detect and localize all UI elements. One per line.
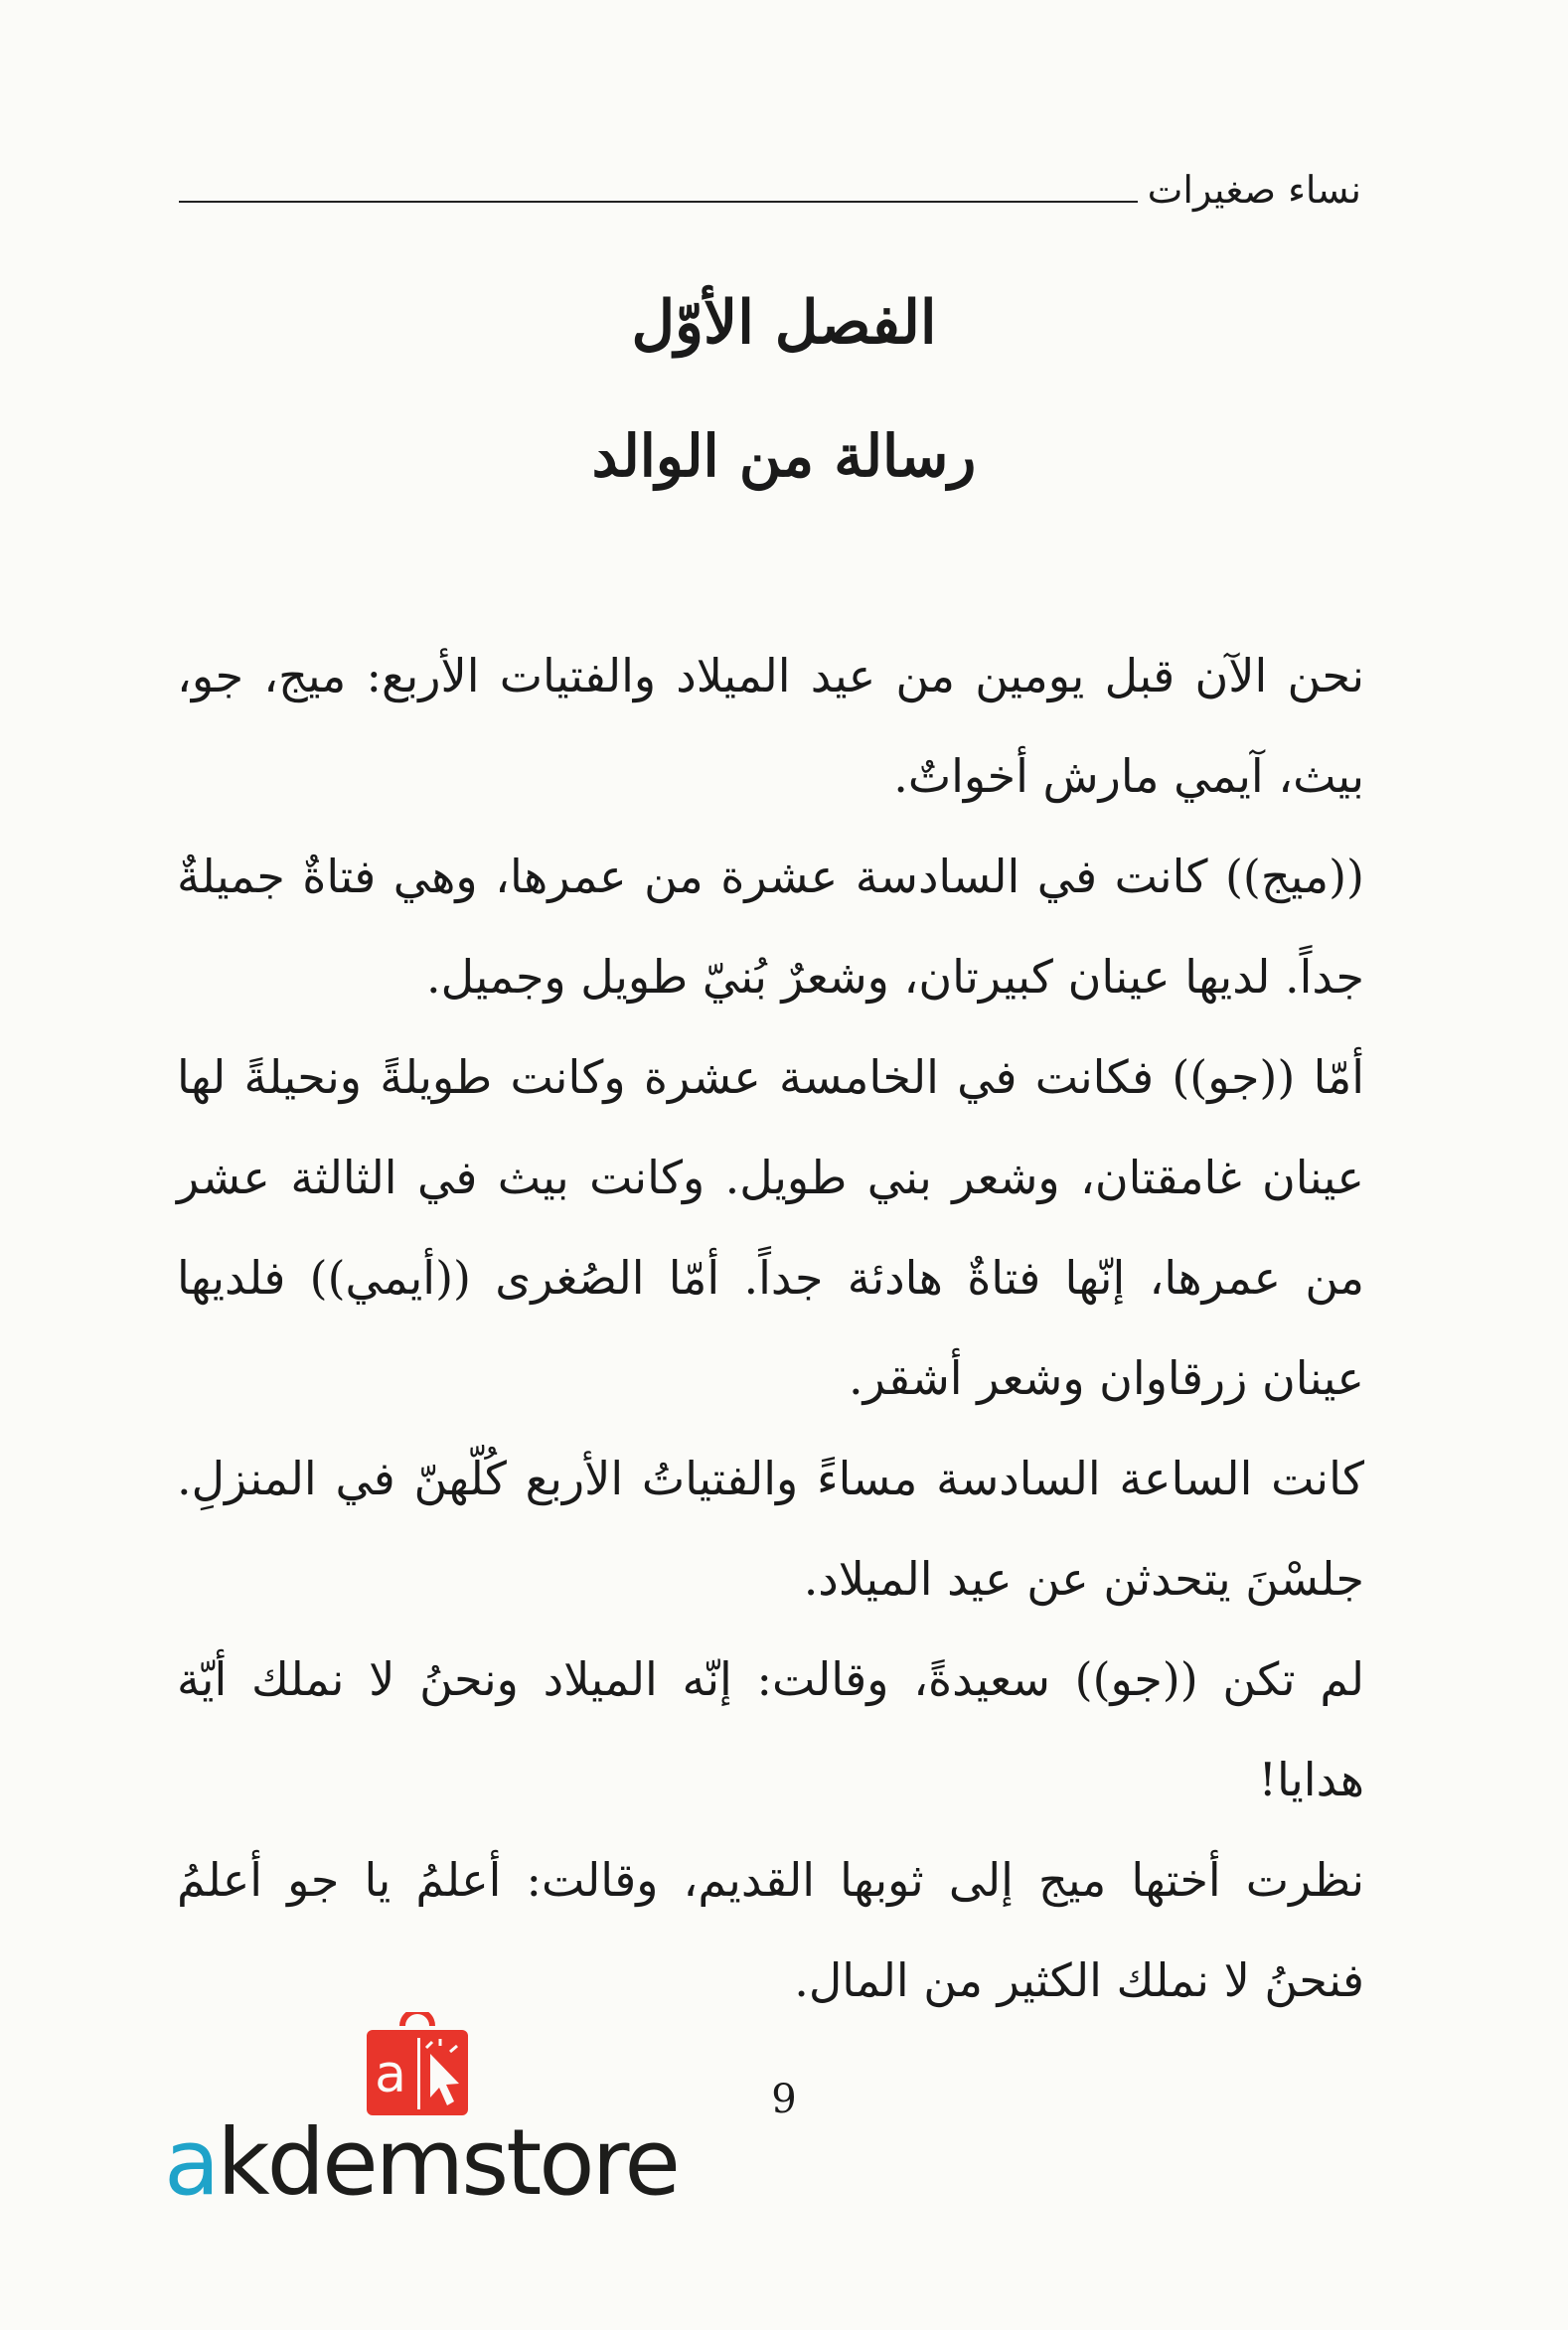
paragraph: أمّا ((جو)) فكانت في الخامسة عشرة وكانت طويلةً ونحيلةً لها عينان غامقتان، وشعر بني طويل. وكانت بيث في الثالثة عشر من عمرها، إنّها فتاةٌ هادئة جداً. أمّا الصُغرى ((أيمي)) فلديها عينان زرقاوان وشعر أشقر. [177,1050,1364,1405]
wordmark-accent: a [164,2109,218,2216]
header-rule [179,201,1138,203]
paragraph: ((ميج)) كانت في السادسة عشرة من عمرها، وهي فتاةٌ جميلةٌ جداً. لديها عينان كبيرتان، وشعرٌ بُنيّ طويل وجميل. [177,850,1364,1004]
store-wordmark [164,2109,678,2216]
paragraph: لم تكن ((جو)) سعيدةً، وقالت: إنّه الميلاد ونحنُ لا نملك أيّة هدايا! [177,1652,1364,1806]
chapter-title: رسالة من الوالد [591,422,977,490]
wordmark-rest: kdemstore [217,2109,678,2216]
page-number: 9 [771,2077,797,2122]
body-text [177,626,1364,2031]
running-header [179,149,1361,212]
store-watermark [164,2012,681,2241]
open-book-cursor-icon [363,2012,472,2119]
chapter-number: الفصل الأوّل [631,288,937,358]
paragraph: كانت الساعة السادسة مساءً والفتياتُ الأربع كُلّهنّ في المنزلِ. جلسْنَ يتحدثن عن عيد الميلاد. [177,1452,1364,1606]
paragraph: نحن الآن قبل يومين من عيد الميلاد والفتيات الأربع: ميج، جو، بيث، آيمي مارش أخواتٌ. [177,649,1364,803]
icon-letter: a [375,2045,406,2104]
paragraph: نظرت أختها ميج إلى ثوبها القديم، وقالت: أعلمُ يا جو أعلمُ فنحنُ لا نملك الكثير من المال. [177,1853,1364,2007]
running-title: نساء صغيرات [1147,168,1361,212]
